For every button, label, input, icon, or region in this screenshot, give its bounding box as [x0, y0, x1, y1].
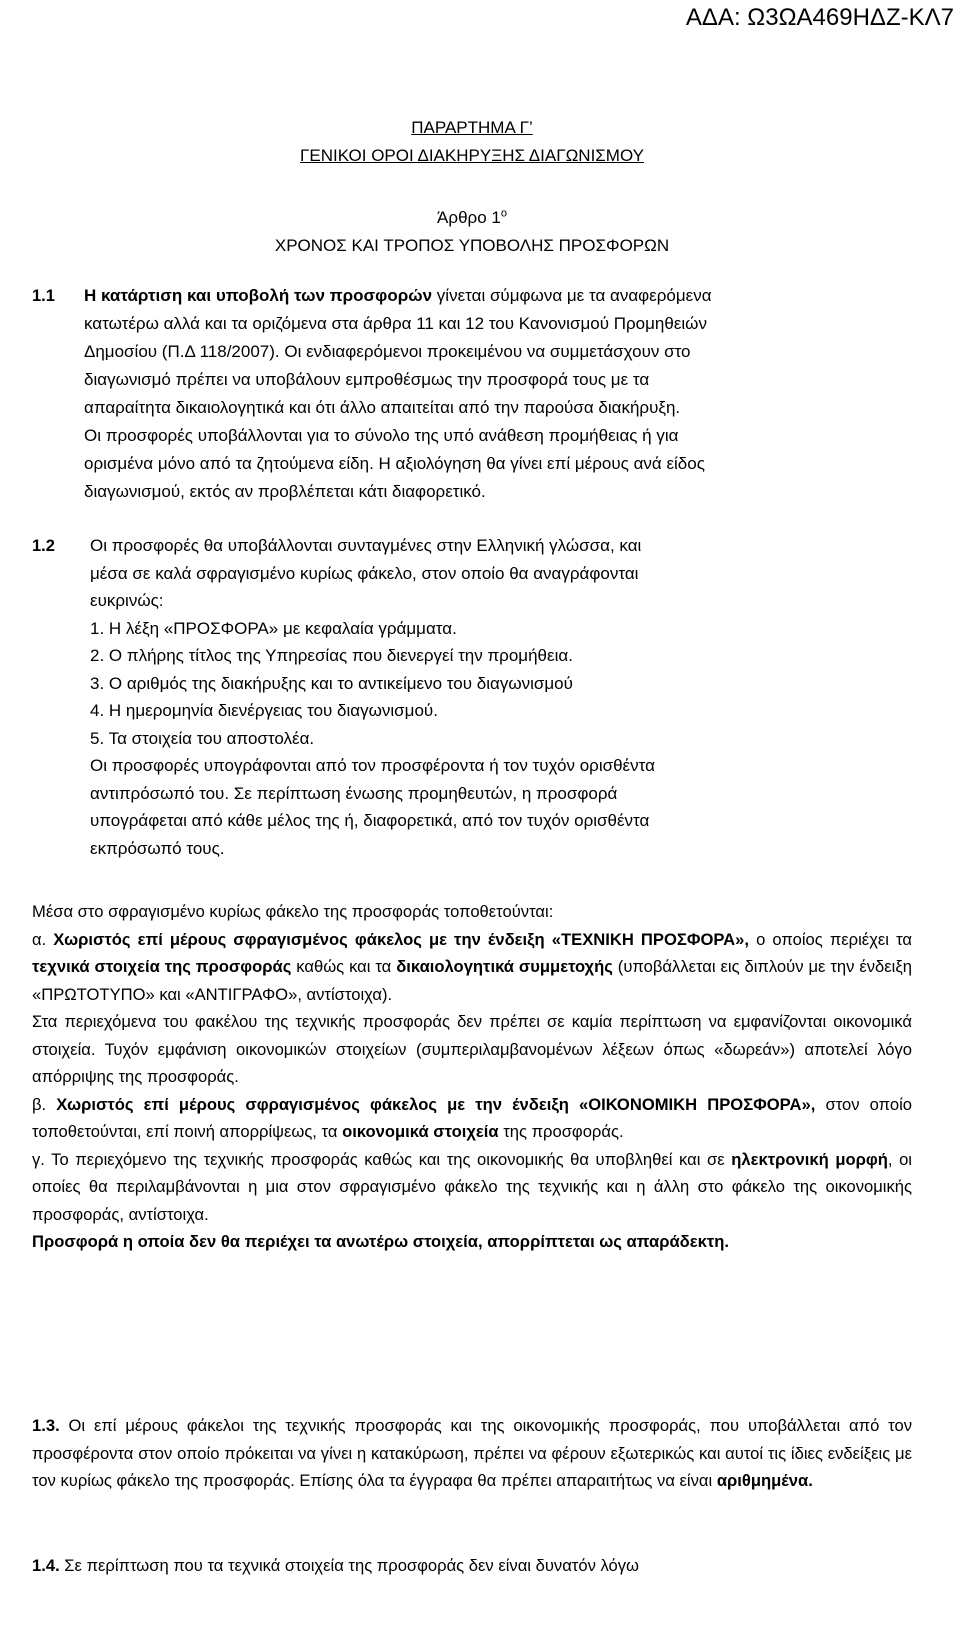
section-1-3: [32, 1412, 912, 1495]
section-1-2: [32, 532, 912, 862]
paragraph-line: μέσα σε καλά σφραγισμένο κυρίως φάκελο, στον οποίο θα αναγράφονται: [90, 563, 639, 583]
line-text: γίνεται σύμφωνα με τα αναφερόμενα: [432, 286, 712, 305]
bold-text: τεχνικά στοιχεία της προσφοράς: [32, 957, 292, 976]
document-title: ΓΕΝΙΚΟΙ ΟΡΟΙ ΔΙΑΚΗΡΥΞΗΣ ΔΙΑΓΩΝΙΣΜΟΥ: [300, 146, 644, 165]
ada-code: ΑΔΑ: Ω3ΩΑ469ΗΔΖ-ΚΛ7: [685, 4, 954, 31]
bold-text: δικαιολογητικά συμμετοχής: [396, 957, 613, 976]
paragraph-line: Δημοσίου (Π.Δ 118/2007). Οι ενδιαφερόμενοι προκειμένου να συμμετάσχουν στο: [84, 342, 691, 361]
article-heading: [32, 204, 912, 232]
item-b: [32, 1091, 912, 1146]
article-label: Άρθρο 1: [437, 208, 501, 227]
paragraph-line: ευκρινώς:: [90, 591, 164, 610]
section-1-4: [32, 1552, 912, 1580]
article-title: ΧΡΟΝΟΣ ΚΑΙ ΤΡΟΠΟΣ ΥΠΟΒΟΛΗΣ ΠΡΟΣΦΟΡΩΝ: [274, 236, 670, 255]
text: Σε περίπτωση που τα τεχνικά στοιχεία της προσφοράς δεν είναι δυνατόν λόγω: [59, 1556, 640, 1575]
bold-text: Χωριστός επί μέρους σφραγισμένος φάκελος με την ένδειξη «ΤΕΧΝΙΚΗ ΠΡΟΣΦΟΡΑ»,: [53, 929, 750, 949]
bold-lead: Η κατάρτιση και υποβολή των προσφορών: [84, 286, 433, 305]
envelope-intro: Μέσα στο σφραγισμένο κυρίως φάκελο της προσφοράς τοποθετούνται:: [32, 902, 554, 921]
rejection-notice: Προσφορά η οποία δεν θα περιέχει τα ανωτέρω στοιχεία, απορρίπτεται ως απαράδεκτη.: [32, 1232, 730, 1251]
annex-heading: ΠΑΡΑΡΤΗΜΑ Γ’: [411, 118, 533, 137]
paragraph-line: κατωτέρω αλλά και τα οριζόμενα στα άρθρα 11 και 12 του Κανονισμού Προμηθειών: [84, 314, 707, 333]
section-number: 1.4.: [32, 1556, 60, 1575]
section-number: 1.3.: [32, 1416, 60, 1435]
paragraph-line: απαραίτητα δικαιολογητικά και ότι άλλο απαιτείται από την παρούσα διακήρυξη.: [84, 398, 681, 417]
envelope-contents: [32, 898, 912, 1256]
bold-text: ηλεκτρονική μορφή: [731, 1149, 888, 1169]
text: Οι επί μέρους φάκελοι της τεχνικής προσφοράς και της οικονομικής προσφοράς, που υποβάλλεται από τον προσφέροντα στον οποίο πρόκειται να γίνει η κατακύρωση, πρέπει να φέρουν εξωτερικώς και αυτοί τις ίδιες ενδείξεις με τον κυρίως φάκελο της προσφοράς. Επίσης όλα τα έγγραφα θα πρέπει απαραιτήτως να είναι: [32, 1416, 912, 1490]
text: γ. Το περιεχόμενο της τεχνικής προσφοράς καθώς και της οικονομικής θα υποβληθεί και σε: [32, 1149, 732, 1169]
item-c: [32, 1146, 912, 1229]
bold-text: οικονομικά στοιχεία: [342, 1122, 499, 1141]
list-item: 3. Ο αριθμός της διακήρυξης και το αντικείμενο του διαγωνισμού: [90, 673, 573, 693]
item-a: [32, 926, 912, 1009]
paragraph-line: διαγωνισμό πρέπει να υποβάλουν εμπροθέσμως την προσφορά τους με τα: [84, 370, 650, 389]
list-item: 4. Η ημερομηνία διενέργειας του διαγωνισμού.: [90, 701, 438, 720]
text: στον οποίο τοποθετούνται, επί ποινή απορρίψεως, τα: [32, 1094, 912, 1141]
bold-text: αριθμημένα.: [716, 1471, 813, 1490]
section-number: 1.2: [32, 537, 55, 555]
paragraph-line: διαγωνισμού, εκτός αν προβλέπεται κάτι διαφορετικό.: [84, 482, 486, 501]
section-number: 1.1: [32, 287, 55, 305]
article-ordinal: ο: [500, 207, 507, 220]
bold-text: Χωριστός επί μέρους σφραγισμένος φάκελος με την ένδειξη «ΟΙΚΟΝΟΜΙΚΗ ΠΡΟΣΦΟΡΑ»,: [56, 1094, 816, 1114]
section-1-1: [32, 282, 912, 506]
paragraph-line: ορισμένα μόνο από τα ζητούμενα είδη. Η αξιολόγηση θα γίνει επί μέρους ανά είδος: [84, 454, 705, 473]
text: , οι οποίες θα περιλαμβάνονται η μια στον σφραγισμένο φάκελο της τεχνικής και η άλλη στο φάκελο της οικονομικής προσφοράς, αντίστοιχα.: [32, 1149, 912, 1224]
paragraph-line: Οι προσφορές θα υποβάλλονται συνταγμένες στην Ελληνική γλώσσα, και: [90, 536, 642, 555]
text: καθώς και τα: [291, 957, 397, 976]
text: (υποβάλλεται εις διπλούν με την ένδειξη «ΠΡΩΤΟΤΥΠΟ» και «ΑΝΤΙΓΡΑΦΟ», αντίστοιχα).: [32, 957, 912, 1004]
paragraph-line: Οι προσφορές υποβάλλονται για το σύνολο της υπό ανάθεση προμήθειας ή για: [84, 426, 679, 445]
item-label: β.: [32, 1094, 57, 1114]
item-a-note: Στα περιεχόμενα του φακέλου της τεχνικής προσφοράς δεν πρέπει σε καμία περίπτωση να εμφανίζονται οικονομικά στοιχεία. Τυχόν εμφάνιση οικονομικών στοιχείων (συμπεριλαμβανομένων λέξεων όπως «δωρεάν») αποτελεί λόγο απόρριψης της προσφοράς.: [32, 1012, 912, 1086]
text: της προσφοράς.: [498, 1122, 624, 1141]
paragraph-line: εκπρόσωπό τους.: [90, 838, 225, 858]
paragraph-line: [84, 282, 904, 310]
paragraph-line: αντιπρόσωπό του. Σε περίπτωση ένωσης προμηθευτών, η προσφορά: [90, 783, 618, 803]
text: ο οποίος περιέχει τα: [749, 929, 912, 949]
paragraph-line: υπογράφεται από κάθε μέλος της ή, διαφορετικά, από τον τυχόν ορισθέντα: [90, 811, 650, 830]
list-item: 2. Ο πλήρης τίτλος της Υπηρεσίας που διενεργεί την προμήθεια.: [90, 646, 573, 665]
paragraph-line: Οι προσφορές υπογράφονται από τον προσφέροντα ή τον τυχόν ορισθέντα: [90, 756, 655, 775]
paragraph: [32, 1552, 912, 1580]
item-label: α.: [32, 929, 54, 949]
paragraph: [32, 1412, 912, 1495]
list-item: 5. Τα στοιχεία του αποστολέα.: [90, 728, 315, 748]
list-item: 1. Η λέξη «ΠΡΟΣΦΟΡΑ» με κεφαλαία γράμματα.: [90, 618, 457, 638]
